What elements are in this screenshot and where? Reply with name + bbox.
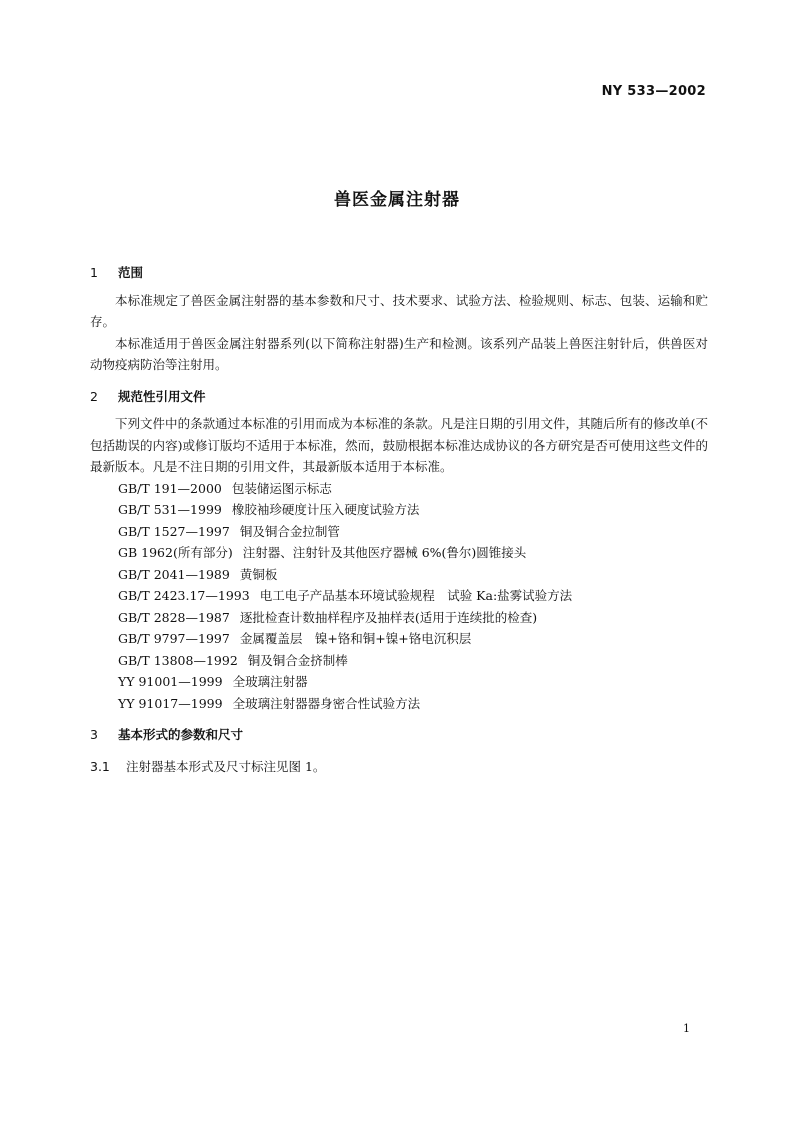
section-2-paragraph-1: 下列文件中的条款通过本标准的引用而成为本标准的条款。凡是注日期的引用文件，其随后所有的修改单(不包括勘误的内容)或修订版均不适用于本标准，然而，鼓励根据本标准达成协议的各方研究是否可使用这些文件的最新版本。凡是不注日期的引用文件，其最新版本适用于本标准。 bbox=[90, 416, 708, 474]
reference-code: GB/T 191—2000 bbox=[118, 480, 222, 496]
subsection-3-1 bbox=[90, 756, 708, 778]
section-number: 2 bbox=[90, 388, 98, 404]
reference-code: GB/T 531—1999 bbox=[118, 502, 222, 517]
reference-title: 全玻璃注射器 bbox=[232, 674, 308, 689]
subsection-text: 注射器基本形式及尺寸标注见图 1。 bbox=[126, 758, 326, 774]
reference-title: 黄铜板 bbox=[239, 566, 278, 582]
reference-item bbox=[90, 542, 708, 564]
section-title: 基本形式的参数和尺寸 bbox=[118, 727, 244, 742]
reference-title: 金属覆盖层 镍+铬和铜+镍+铬电沉积层 bbox=[239, 631, 472, 646]
reference-code: GB/T 2828—1987 bbox=[118, 609, 230, 625]
reference-code: YY 91001—1999 bbox=[118, 674, 223, 689]
reference-title: 注射器、注射针及其他医疗器械 6%(鲁尔)圆锥接头 bbox=[242, 545, 527, 560]
reference-item bbox=[90, 499, 708, 521]
section-1-paragraph-2: 本标准适用于兽医金属注射器系列(以下简称注射器)生产和检测。该系列产品装上兽医注射针后，供兽医对动物疫病防治等注射用。 bbox=[90, 335, 708, 372]
reference-code: GB/T 2423.17—1993 bbox=[118, 588, 250, 603]
reference-item bbox=[90, 671, 708, 693]
reference-code: YY 91017—1999 bbox=[118, 695, 223, 711]
reference-code: GB/T 1527—1997 bbox=[118, 523, 230, 539]
section-1-heading bbox=[90, 262, 708, 284]
reference-title: 铜及铜合金拉制管 bbox=[239, 523, 340, 539]
section-1-paragraph-1: 本标准规定了兽医金属注射器的基本参数和尺寸、技术要求、试验方法、检验规则、标志、包装、运输和贮存。 bbox=[90, 292, 708, 329]
reference-item bbox=[90, 478, 708, 500]
reference-code: GB/T 2041—1989 bbox=[118, 566, 230, 582]
document-title: 兽医金属注射器 bbox=[334, 190, 460, 210]
reference-title: 全玻璃注射器器身密合性试验方法 bbox=[232, 695, 421, 711]
page-number: 1 bbox=[683, 1022, 690, 1035]
section-3-heading bbox=[90, 724, 708, 746]
section-number: 1 bbox=[90, 265, 98, 280]
reference-item bbox=[90, 628, 708, 650]
reference-code: GB 1962(所有部分) bbox=[118, 545, 233, 560]
reference-item bbox=[90, 521, 708, 543]
reference-code: GB/T 9797—1997 bbox=[118, 631, 230, 646]
section-title: 规范性引用文件 bbox=[118, 388, 206, 404]
reference-title: 包装储运图示标志 bbox=[231, 480, 332, 496]
reference-item bbox=[90, 693, 708, 715]
reference-item bbox=[90, 607, 708, 629]
section-title: 范围 bbox=[118, 265, 144, 280]
standard-number: NY 533—2002 bbox=[601, 84, 706, 99]
reference-title: 橡胶袖珍硬度计压入硬度试验方法 bbox=[231, 502, 420, 517]
document-body bbox=[90, 262, 708, 777]
section-number: 3 bbox=[90, 727, 98, 742]
reference-title: 电工电子产品基本环境试验规程 试验 Ka:盐雾试验方法 bbox=[259, 588, 573, 603]
reference-item bbox=[90, 585, 708, 607]
reference-title: 逐批检查计数抽样程序及抽样表(适用于连续批的检查) bbox=[239, 609, 538, 625]
subsection-number: 3.1 bbox=[90, 758, 110, 774]
reference-item bbox=[90, 650, 708, 672]
reference-title: 铜及铜合金挤制棒 bbox=[247, 652, 348, 668]
reference-item bbox=[90, 564, 708, 586]
reference-code: GB/T 13808—1992 bbox=[118, 652, 238, 668]
section-2-heading bbox=[90, 386, 708, 408]
